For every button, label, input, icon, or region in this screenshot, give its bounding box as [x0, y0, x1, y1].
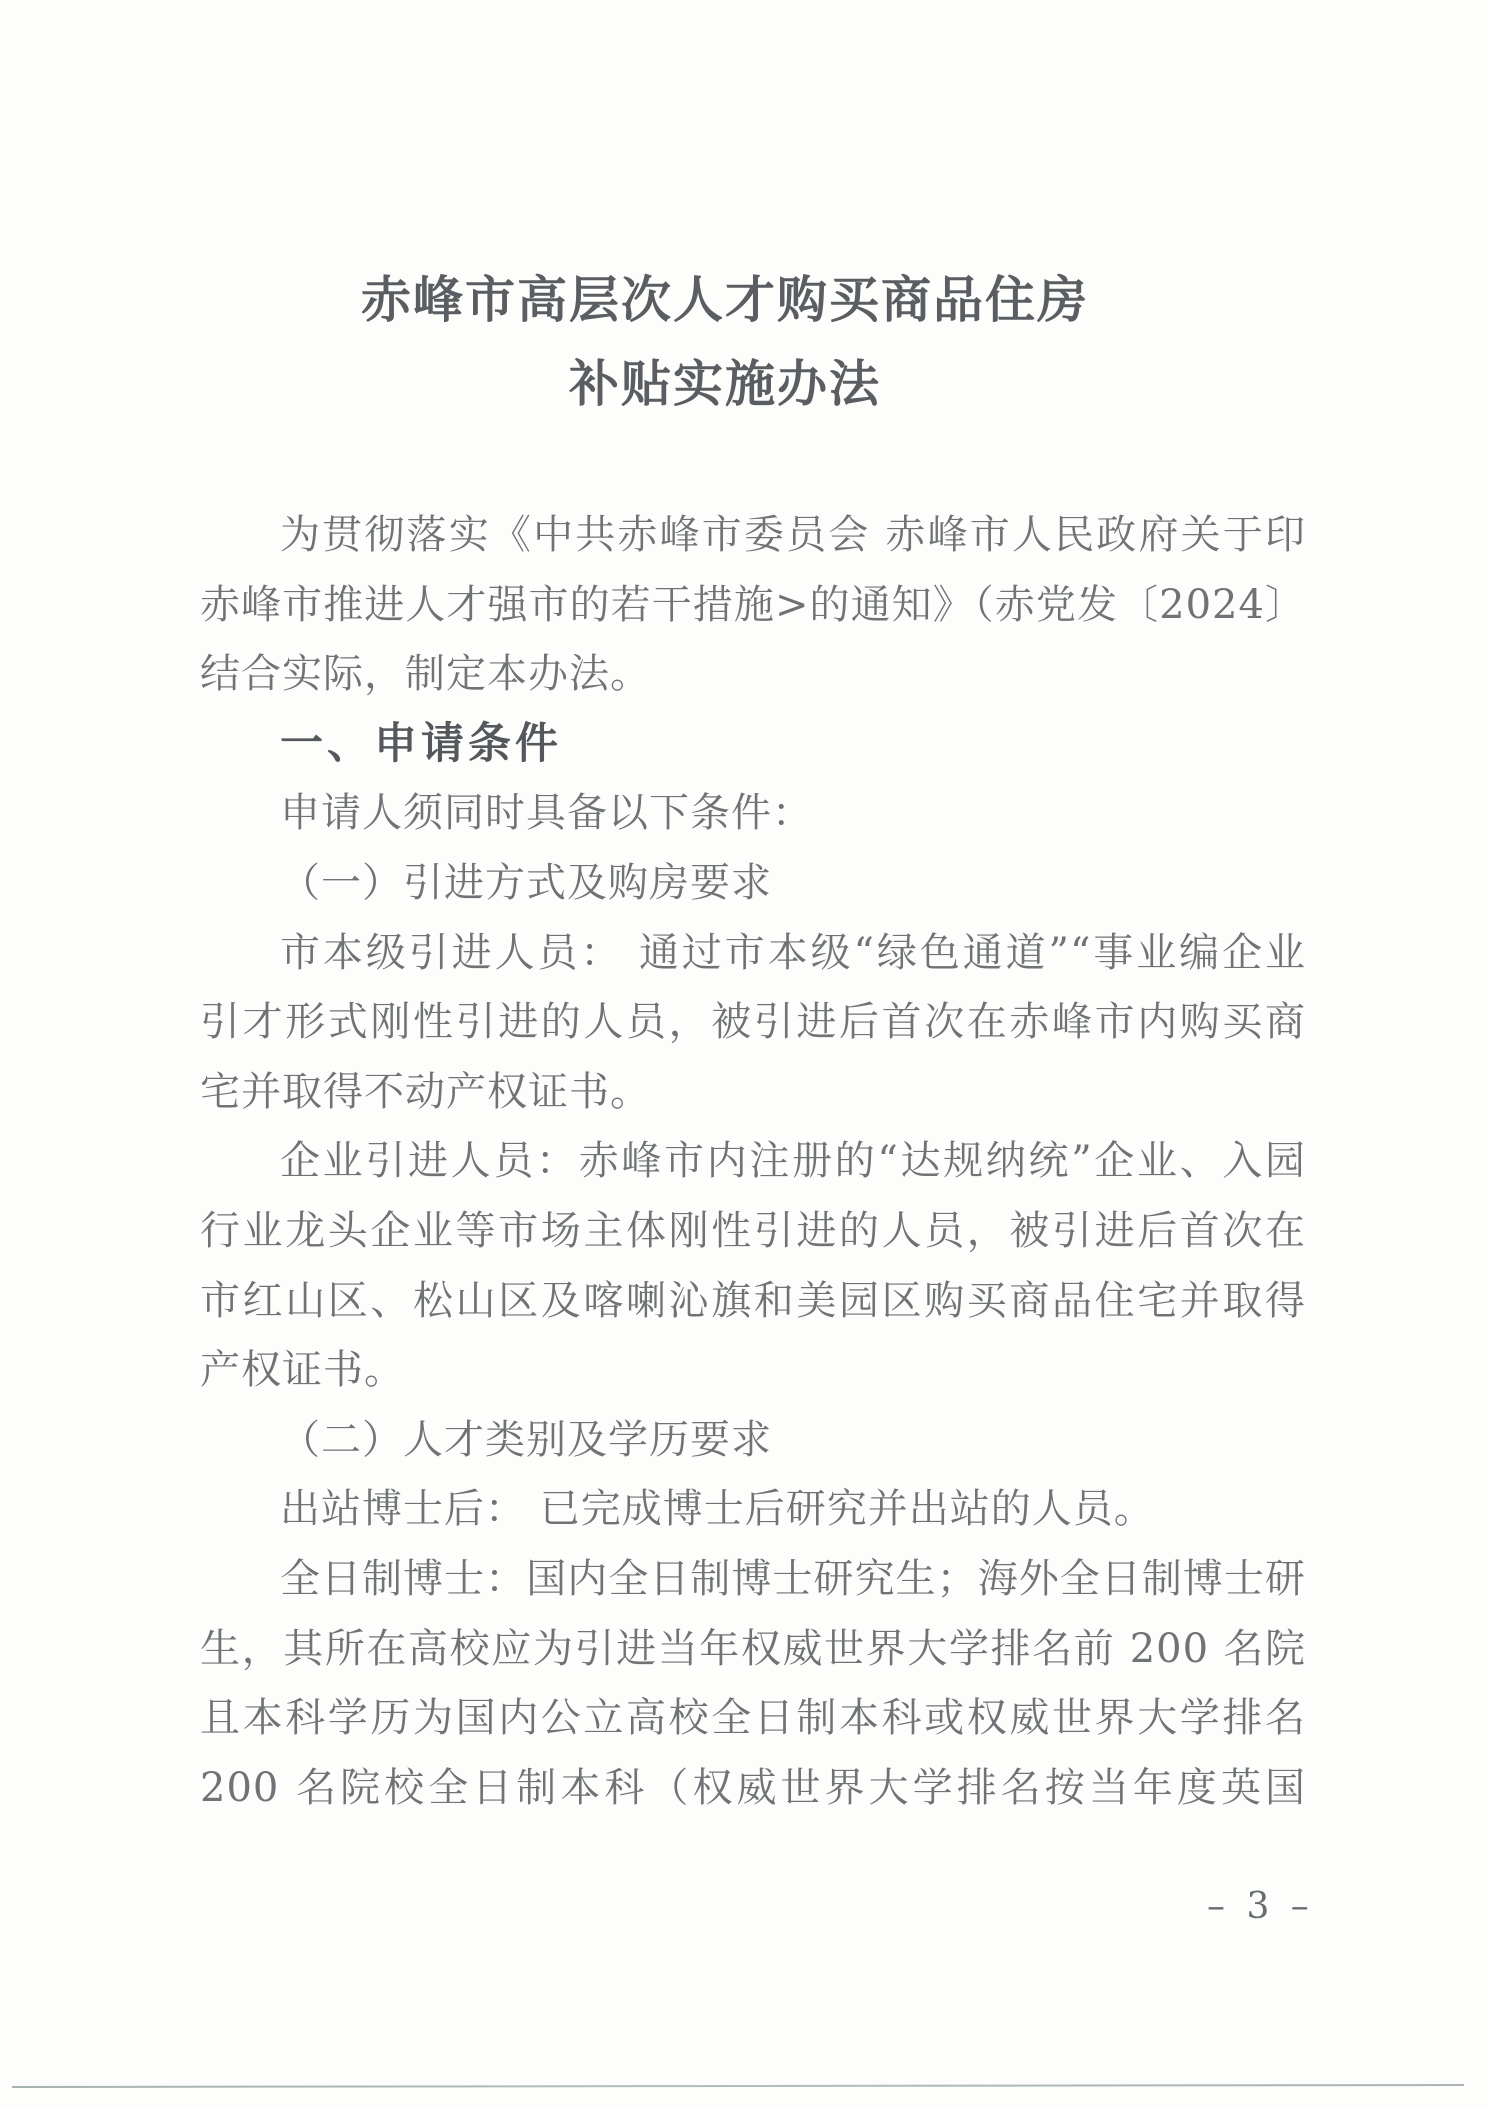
body-line: 全日制博士：国内全日制博士研究生；海外全日制博士研	[280, 1555, 1306, 1602]
body-line: 200 名院校全日制本科（权威世界大学排名按当年度英国	[200, 1764, 1306, 1811]
scan-edge-line	[12, 2084, 1464, 2088]
body-line: 出站博士后： 已完成博士后研究并出站的人员。	[280, 1486, 1155, 1533]
body-line: 市红山区、松山区及喀喇沁旗和美园区购买商品住宅并取得	[200, 1277, 1306, 1324]
body-line: 行业龙头企业等市场主体刚性引进的人员，被引进后首次在	[200, 1207, 1306, 1254]
body-line: 企业引进人员：赤峰市内注册的“达规纳统”企业、入园	[280, 1138, 1306, 1185]
subheading-talent-category: （二）人才类别及学历要求	[280, 1416, 772, 1463]
body-line: 生，其所在高校应为引进当年权威世界大学排名前 200 名院	[200, 1625, 1306, 1672]
body-line: 且本科学历为国内公立高校全日制本科或权威世界大学排名	[200, 1695, 1306, 1742]
body-line: 宅并取得不动产权证书。	[200, 1068, 651, 1115]
body-line: 市本级引进人员： 通过市本级“绿色通道”“事业编企业	[280, 929, 1306, 976]
title-line-1: 赤峰市高层次人才购买商品住房	[361, 270, 1089, 329]
body-line: 结合实际，制定本办法。	[200, 651, 651, 698]
body-line: 为贯彻落实《中共赤峰市委员会 赤峰市人民政府关于印	[280, 512, 1306, 558]
body-line: 申请人须同时具备以下条件：	[280, 790, 813, 837]
heading-application-conditions: 一、申请条件	[280, 718, 562, 769]
body-line: 产权证书。	[200, 1347, 405, 1394]
document-title	[0, 258, 1450, 426]
document-body	[200, 501, 1306, 1823]
subheading-intro-method: （一）引进方式及购房要求	[280, 859, 772, 906]
body-line: 赤峰市推进人才强市的若干措施>的通知》（赤党发〔2024〕	[200, 581, 1306, 628]
body-line: 引才形式刚性引进的人员，被引进后首次在赤峰市内购买商	[200, 999, 1306, 1046]
page-number: – 3 –	[1207, 1886, 1314, 1927]
title-line-2: 补贴实施办法	[569, 354, 881, 413]
